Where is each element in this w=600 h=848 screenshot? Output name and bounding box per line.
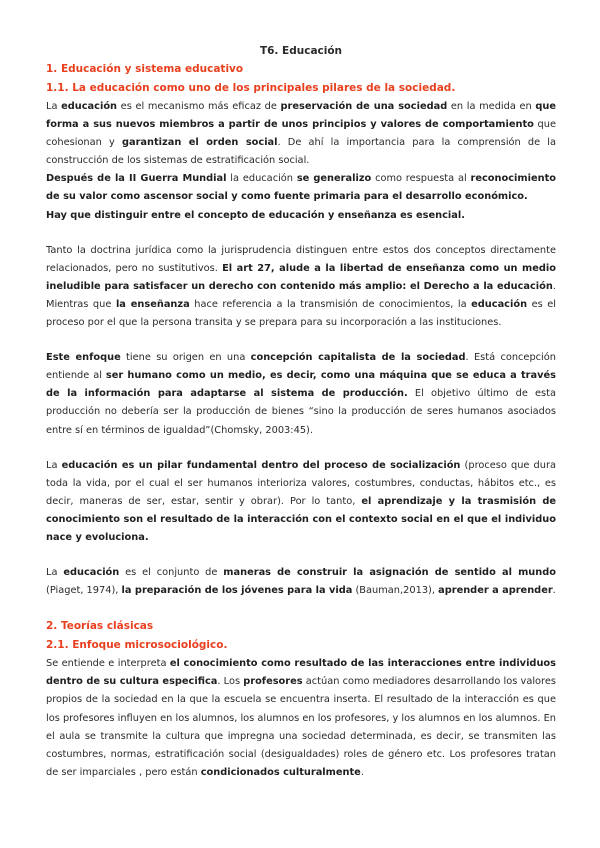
spacer (46, 600, 556, 617)
paragraph-2: Después de la II Guerra Mundial la educación se generalizo como respuesta al reconocimiento de su valor como ascensor social y como fuente primaria para el desarrollo económico. (46, 173, 556, 203)
subsection-heading-1-1: 1.1. La educación como uno de los principales pilares de la sociedad. (46, 82, 456, 94)
paragraph-7: La educación es el conjunto de maneras de construir la asignación de sentido al mundo (Piaget, 1974), la preparación de los jóvenes para la vida (Bauman,2013), aprender a aprender. (46, 567, 557, 597)
section-heading-1: 1. Educación y sistema educativo (46, 63, 244, 75)
spacer (46, 440, 556, 457)
paragraph-5: Este enfoque tiene su origen en una concepción capitalista de la sociedad. Está concepción entiende al ser humano como un medio, es decir, como una máquina que se educa a través de la información para adaptarse al sistema de producción. El objetivo último de esta producción no debería ser la producción de bienes “sino la producción de seres humanos asociados entre sí en términos de igualdad”(Chomsky, 2003:45). (46, 352, 556, 436)
subsection-heading-2-1: 2.1. Enfoque microsociológico. (46, 639, 228, 652)
spacer (46, 332, 556, 349)
paragraph-4: Tanto la doctrina jurídica como la jurisprudencia distinguen entre estos dos conceptos directamente relacionados, pero no sustitutivos. El art 27, alude a la libertad de enseñanza como un medio ineludible para satisfacer un derecho con contenido más amplio: el Derecho a la educación. Mientras que la enseñanza hace referencia a la transmisión de conocimientos, la educación es el proceso por el que la persona transita y se prepara para su incorporación a las instituciones. (46, 244, 557, 329)
paragraph-6: La educación es un pilar fundamental dentro del proceso de socialización (proceso que dura toda la vida, por el cual el ser humanos interioriza valores, costumbres, conductas, hábitos etc., es decir, maneras de ser, estar, sentir y obrar). Por lo tanto, el aprendizaje y la trasmisión de conocimiento son el resultado de la interacción con el contexto social en el que el individuo nace y evoluciona. (46, 459, 557, 543)
paragraph-1: La educación es el mecanismo más eficaz de preservación de una sociedad en la medida en que forma a sus nuevos miembros a partir de unos principios y valores de comportamiento que cohesionan y garantizan el orden social. De ahí la importancia para la comprensión de la construcción de los sistemas de estratificación social. (46, 101, 557, 167)
spacer (46, 547, 556, 564)
section-heading-2: 2. Teorías clásicas (46, 620, 154, 633)
paragraph-8: Se entiende e interpreta el conocimiento como resultado de las interacciones entre individuos dentro de su cultura especifica. Los profesores actúan como mediadores desarrollando los valores propios de la sociedad en la que la escuela se encuentra inserta. El resultado de la interacción es que los profesores influyen en los alumnos, los alumnos en los profesores, y los alumnos en los alumnos. En el aula se transmite la cultura que impregna una sociedad determinada, es decir, se transmiten las costumbres, normas, estratificación social (desigualdades) roles de género etc. Los profesores tratan de ser imparciales , pero están condicionados culturalmente. (46, 658, 556, 778)
page-title: T6. Educación (259, 45, 343, 57)
paragraph-3: Hay que distinguir entre el concepto de educación y enseñanza es esencial. (46, 209, 465, 221)
spacer (46, 225, 556, 242)
